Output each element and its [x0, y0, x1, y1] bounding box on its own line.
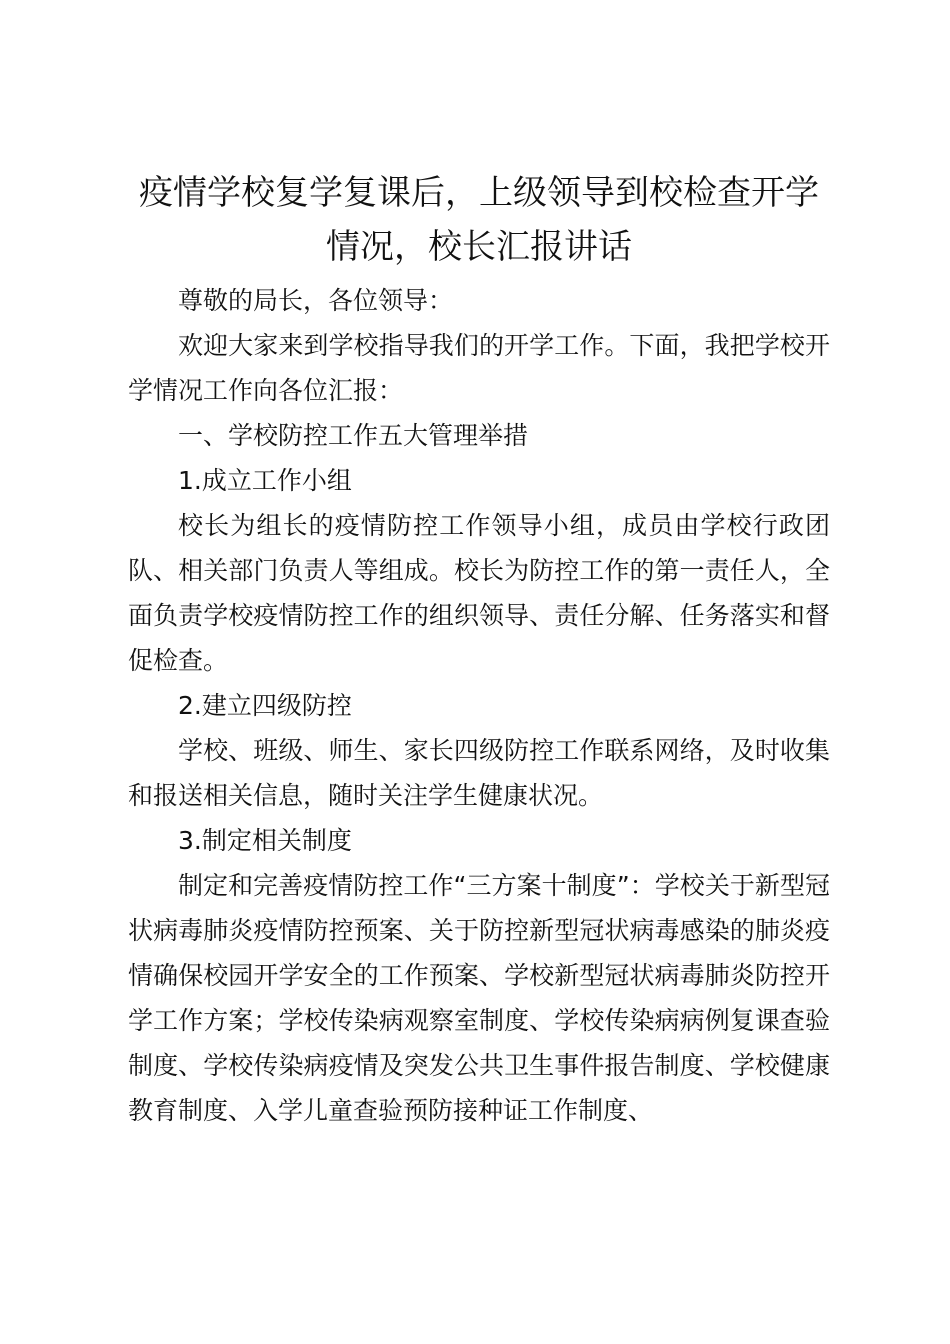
item-heading-2: 2.建立四级防控	[178, 691, 352, 720]
item-heading-1: 1.成立工作小组	[178, 466, 352, 495]
document-page	[128, 166, 830, 1133]
item-body-2: 学校、班级、师生、家长四级防控工作联系网络，及时收集和报送相关信息，随时关注学生健康状况。	[128, 736, 830, 810]
intro-paragraph: 欢迎大家来到学校指导我们的开学工作。下面，我把学校开学情况工作向各位汇报：	[128, 331, 830, 405]
item-body-3: 制定和完善疫情防控工作“三方案十制度”：学校关于新型冠状病毒肺炎疫情防控预案、关于防控新型冠状病毒感染的肺炎疫情确保校园开学安全的工作预案、学校新型冠状病毒肺炎防控开学工作方案；学校传染病观察室制度、学校传染病病例复课查验制度、学校传染病疫情及突发公共卫生事件报告制度、学校健康教育制度、入学儿童查验预防接种证工作制度、	[128, 871, 830, 1125]
item-heading-3: 3.制定相关制度	[178, 826, 352, 855]
greeting: 尊敬的局长，各位领导：	[178, 286, 454, 315]
section-heading-1: 一、学校防控工作五大管理举措	[178, 421, 529, 450]
item-body-1: 校长为组长的疫情防控工作领导小组，成员由学校行政团队、相关部门负责人等组成。校长为防控工作的第一责任人，全面负责学校疫情防控工作的组织领导、责任分解、任务落实和督促检查。	[128, 511, 830, 675]
document-title: 疫情学校复学复课后，上级领导到校检查开学情况，校长汇报讲话	[139, 173, 819, 267]
